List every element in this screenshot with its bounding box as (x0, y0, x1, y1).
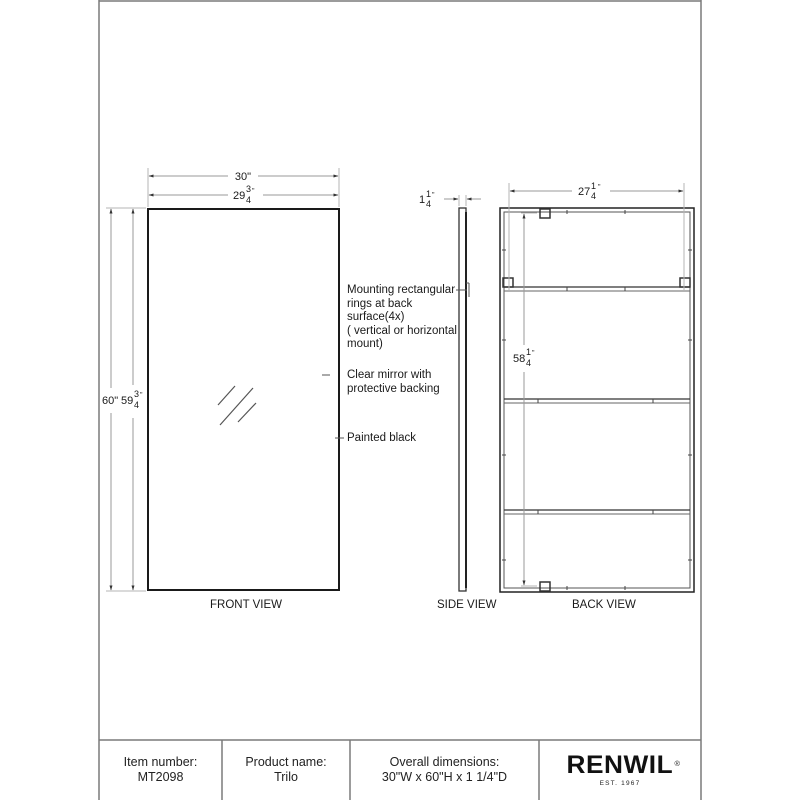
back-width-dim-num: 1 (591, 181, 597, 191)
note-mounting-rings (347, 284, 457, 352)
front-width-inner-dim-num: 3 (246, 184, 252, 194)
item-number-value: MT2098 (137, 770, 184, 784)
product-name-value: Trilo (274, 770, 298, 784)
back-height-dim-den: 4 (526, 358, 532, 368)
back-height-dim-num: 1 (526, 347, 532, 357)
inch-mark: " (598, 184, 601, 191)
brand-wordmark (566, 751, 681, 779)
front-height-inner-dim-whole: 59 (121, 395, 134, 407)
front-width-outer-dim: 30" (234, 171, 252, 183)
inch-mark: " (532, 350, 535, 357)
brand-tagline: EST. 1967 (599, 780, 641, 787)
note-line: ( vertical or horizontal (347, 324, 457, 337)
overall-dimensions-label: Overall dimensions: (389, 755, 500, 769)
front-height-outer-dim: 60" (102, 395, 119, 407)
front-view-label: FRONT VIEW (210, 599, 282, 611)
back-cross-bars (504, 287, 690, 514)
mounting-ring-right (680, 278, 690, 287)
brand-name: RENWIL (566, 751, 674, 779)
note-clear-mirror (347, 369, 440, 396)
note-line: mount) (347, 338, 383, 350)
front-width-inner-dim-whole: 29 (233, 190, 246, 202)
back-width-dim-den: 4 (591, 191, 597, 201)
side-depth-dim-den: 4 (426, 199, 432, 209)
back-width-dim-whole: 27 (578, 186, 591, 198)
front-height-inner-dim-den: 4 (134, 400, 140, 410)
inch-mark: " (432, 192, 435, 199)
item-number-cell (99, 740, 222, 800)
item-number-label: Item number: (123, 755, 198, 769)
mounting-ring-top (540, 209, 550, 218)
note-line: surface(4x) (347, 311, 405, 323)
front-width-inner-dim-den: 4 (246, 195, 252, 205)
side-depth-dim-num: 1 (426, 189, 432, 199)
overall-dimensions-cell (350, 740, 539, 800)
note-line: Painted black (347, 432, 417, 444)
back-height-dim-whole: 58 (513, 353, 526, 365)
glass-reflection-icon (218, 386, 256, 425)
mounting-ring-bottom (540, 582, 550, 591)
note-line: rings at back (347, 297, 413, 310)
back-view-label: BACK VIEW (572, 599, 636, 611)
side-view-label: SIDE VIEW (437, 599, 497, 611)
back-view-outline (500, 208, 694, 592)
front-view (106, 168, 344, 591)
note-line: Mounting rectangular (347, 284, 456, 296)
side-depth-dim-whole: 1 (419, 194, 426, 206)
side-view-profile (459, 208, 466, 591)
registered-mark-icon: ® (674, 761, 681, 768)
note-painted-black (347, 432, 416, 446)
front-height-inner-dim-num: 3 (134, 389, 140, 399)
note-line: protective backing (347, 382, 440, 395)
product-name-label: Product name: (245, 755, 327, 769)
note-line: Clear mirror with (347, 369, 432, 381)
page-border (99, 0, 701, 800)
inch-mark: " (252, 188, 255, 195)
overall-dimensions-value: 30"W x 60"H x 1 1/4"D (381, 770, 508, 784)
brand-logo (539, 740, 701, 800)
product-name-cell (222, 740, 350, 800)
side-view (444, 195, 481, 591)
inch-mark: " (140, 392, 143, 399)
mounting-ring-icons (503, 209, 690, 591)
back-view (500, 183, 694, 592)
